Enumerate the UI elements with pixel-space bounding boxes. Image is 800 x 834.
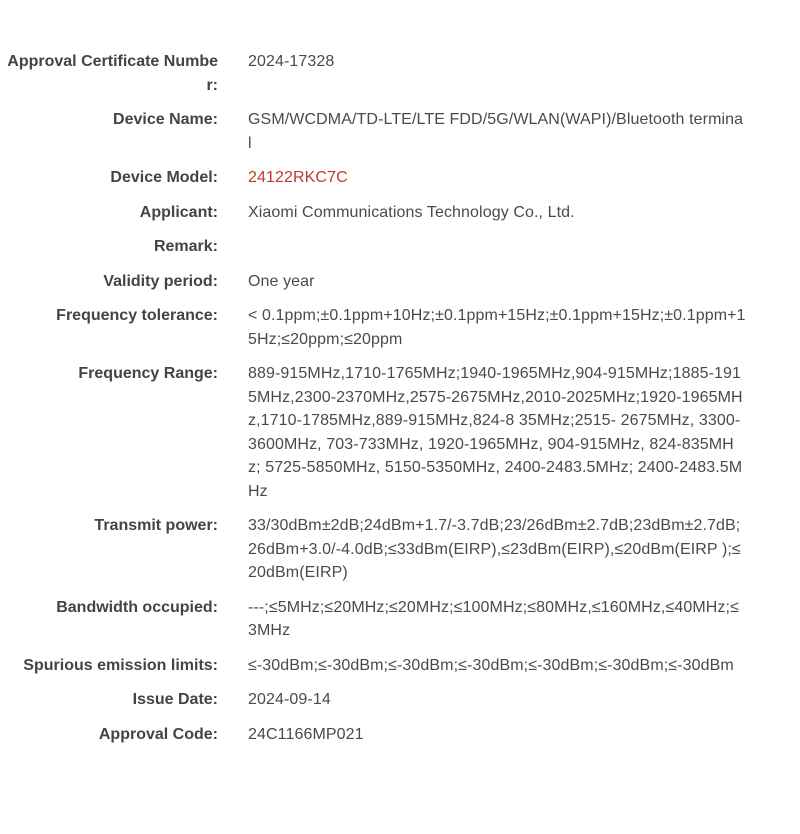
issue-date-label: Issue Date: bbox=[132, 691, 218, 708]
device-model-value: 24122RKC7C bbox=[248, 169, 348, 186]
field-row-approval-certificate-number bbox=[0, 50, 800, 97]
issue-date-value: 2024-09-14 bbox=[248, 691, 331, 708]
frequency-range-label: Frequency Range: bbox=[78, 365, 218, 382]
frequency-tolerance-value: < 0.1ppm;±0.1ppm+10Hz;±0.1ppm+15Hz;±0.1ppm+15Hz;±0.1ppm+15Hz;≤20ppm;≤20ppm bbox=[248, 307, 746, 348]
spurious-emission-limits-label: Spurious emission limits: bbox=[23, 656, 218, 674]
field-row-applicant bbox=[0, 201, 800, 225]
device-name-value: GSM/WCDMA/TD-LTE/LTE FDD/5G/WLAN(WAPI)/Bluetooth terminal bbox=[248, 111, 744, 152]
field-row-bandwidth-occupied bbox=[0, 596, 800, 643]
approval-certificate-number-value: 2024-17328 bbox=[248, 53, 335, 70]
frequency-range-value: 889-915MHz,1710-1765MHz;1940-1965MHz,904-915MHz;1885-1915MHz,2300-2370MHz,2575-2675MHz,2010-2025MHz;1920-1965MHz,1710-1785MHz,889-915MHz,824-8 35MHz;2515- 2675MHz, 3300-3600MHz, 703-733MHz, 1920-1965MHz, 904-915MHz, 824-835MHz; 5725-5850MHz, 5150-5350MHz, 2400-2483.5MHz; 2400-2483.5MHz bbox=[248, 365, 743, 500]
field-row-validity-period bbox=[0, 270, 800, 294]
field-row-spurious-emission-limits bbox=[0, 654, 800, 678]
approval-code-value: 24C1166MP021 bbox=[248, 725, 364, 743]
frequency-tolerance-label: Frequency tolerance: bbox=[56, 307, 218, 324]
bandwidth-occupied-label: Bandwidth occupied: bbox=[56, 598, 218, 616]
field-row-device-model bbox=[0, 166, 800, 190]
field-row-device-name bbox=[0, 108, 800, 155]
remark-label: Remark: bbox=[153, 238, 218, 255]
device-model-label: Device Model: bbox=[110, 169, 218, 186]
remark-value bbox=[248, 235, 746, 259]
transmit-power-value: 33/30dBm±2dB;24dBm+1.7/-3.7dB;23/26dBm±2.7dB;23dBm±2.7dB;26dBm+3.0/-4.0dB;≤33dBm(EIRP),≤23dBm(EIRP),≤20dBm(EIRP );≤20dBm(EIRP) bbox=[248, 517, 741, 581]
device-name-label: Device Name: bbox=[113, 111, 218, 128]
field-row-frequency-tolerance bbox=[0, 304, 800, 351]
spurious-emission-limits-value: ≤-30dBm;≤-30dBm;≤-30dBm;≤-30dBm;≤-30dBm;≤-30dBm;≤-30dBm bbox=[248, 656, 734, 674]
applicant-label: Applicant: bbox=[139, 203, 218, 221]
validity-period-value: One year bbox=[248, 272, 315, 290]
transmit-power-label: Transmit power: bbox=[94, 517, 218, 534]
approval-code-label: Approval Code: bbox=[98, 725, 218, 743]
field-row-transmit-power bbox=[0, 514, 800, 585]
validity-period-label: Validity period: bbox=[103, 272, 218, 290]
field-row-issue-date bbox=[0, 688, 800, 712]
approval-certificate-number-label: Approval Certificate Number: bbox=[7, 53, 218, 94]
field-row-remark bbox=[0, 235, 800, 259]
applicant-value: Xiaomi Communications Technology Co., Ltd. bbox=[248, 203, 575, 221]
field-row-approval-code bbox=[0, 723, 800, 747]
field-row-frequency-range bbox=[0, 362, 800, 503]
bandwidth-occupied-value: ---;≤5MHz;≤20MHz;≤20MHz;≤100MHz;≤80MHz,≤160MHz,≤40MHz;≤3MHz bbox=[248, 598, 739, 639]
